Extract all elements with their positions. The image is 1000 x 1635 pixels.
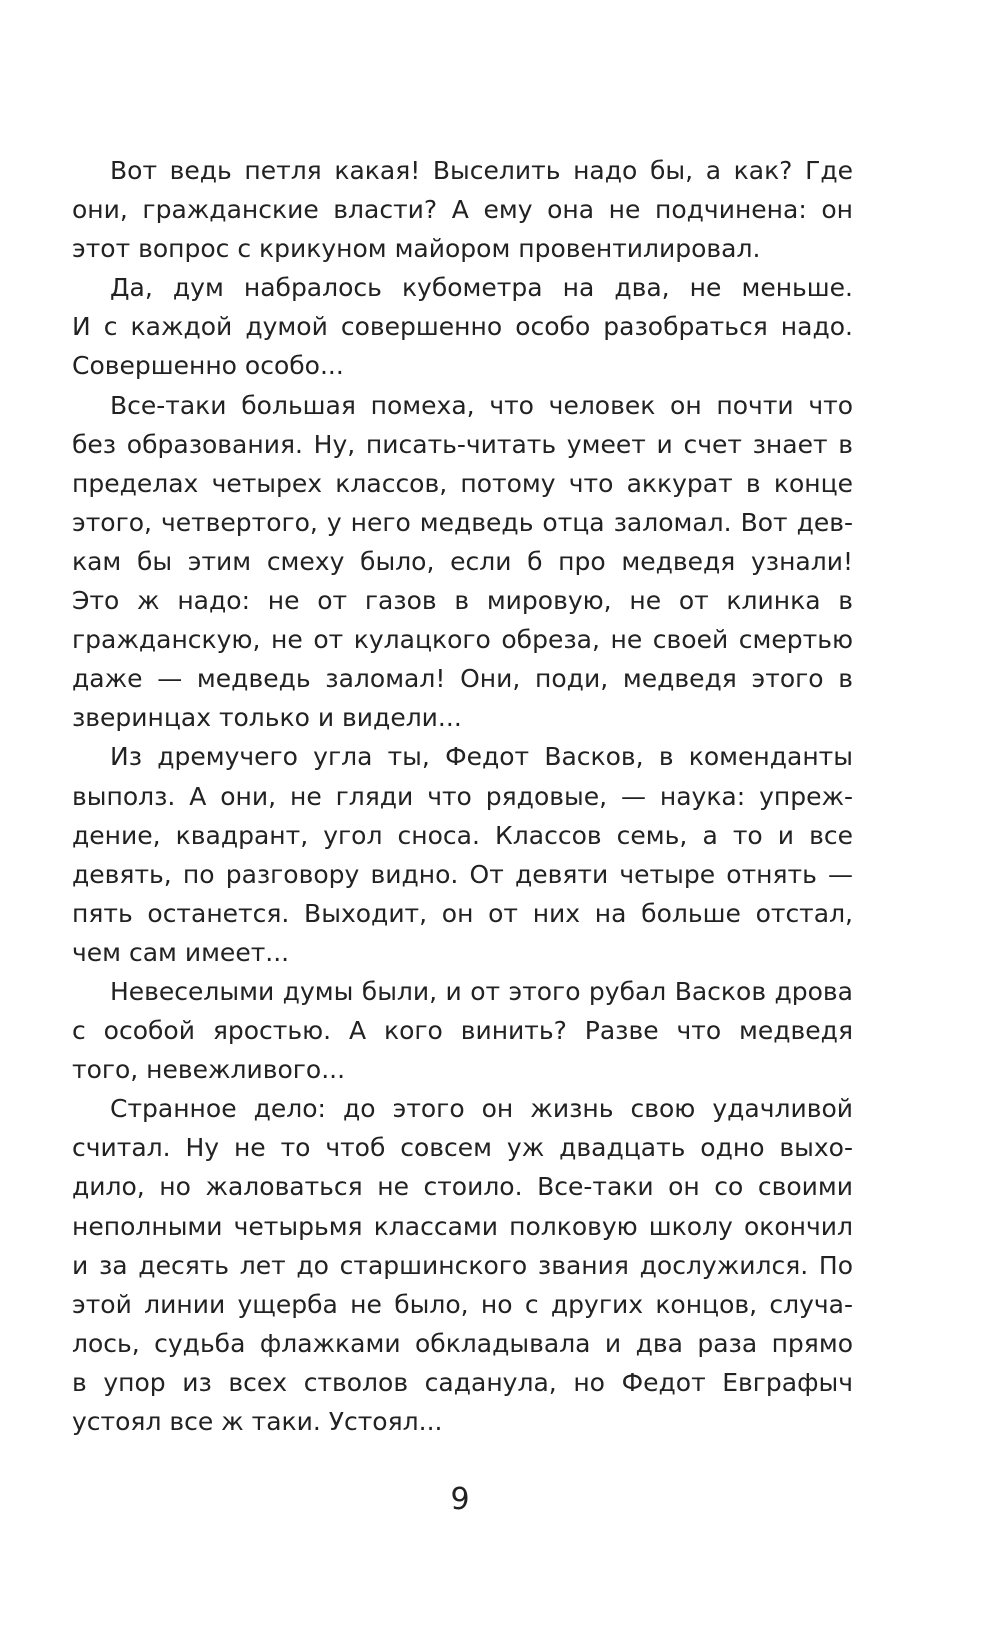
paragraph-1: [72, 151, 853, 268]
text-line: в упор из всех стволов саданула, но Федот Евграфыч: [72, 1367, 853, 1397]
text-line: Да, дум набралось кубометра на два, не меньше.: [110, 273, 853, 303]
text-line: того, невежливого...: [72, 1055, 346, 1085]
paragraph-6: [72, 1089, 853, 1441]
text-line: и за десять лет до старшинского звания дослужился. По: [72, 1250, 853, 1280]
text-line: неполными четырьмя классами полковую школу окончил: [72, 1211, 853, 1241]
text-line: Странное дело: до этого он жизнь свою удачливой: [110, 1094, 853, 1124]
text-line: Все-таки большая помеха, что человек он почти что: [110, 390, 853, 420]
text-line: дило, но жаловаться не стоило. Все-таки он со своими: [72, 1172, 853, 1202]
text-line: устоял все ж таки. Устоял...: [72, 1407, 443, 1436]
text-line: Это ж надо: не от газов в мировую, не от клинка в: [72, 586, 853, 616]
text-line: девять, по разговору видно. От девяти четыре отнять —: [72, 859, 853, 889]
text-line: пределах четырех классов, потому что аккурат в конце: [72, 468, 853, 498]
paragraph-4: [72, 737, 853, 972]
text-line: выполз. А они, не гляди что рядовые, — наука: упреж-: [72, 781, 853, 811]
page-number: 9: [450, 1482, 470, 1517]
text-line: с особой яростью. А кого винить? Разве что медведя: [72, 1016, 853, 1046]
text-line: они, гражданские власти? А ему она не подчинена: он: [72, 195, 853, 225]
paragraph-2: [72, 268, 853, 385]
text-line: зверинцах только и видели...: [72, 703, 462, 733]
text-line: Из дремучего угла ты, Федот Васков, в коменданты: [110, 742, 853, 772]
text-line: считал. Ну не то чтоб совсем уж двадцать одно выхо-: [72, 1133, 853, 1163]
text-line: И с каждой думой совершенно особо разобраться надо.: [72, 312, 853, 342]
text-line: этот вопрос с крикуном майором провентилировал.: [72, 234, 761, 264]
body-text: [72, 151, 853, 1441]
text-line: этой линии ущерба не было, но с других концов, случа-: [72, 1289, 853, 1319]
text-line: кам бы этим смеху было, если б про медведя узнали!: [72, 546, 853, 576]
text-line: без образования. Ну, писать-читать умеет и счет знает в: [72, 429, 853, 459]
paragraph-3: [72, 386, 853, 738]
text-line: Вот ведь петля какая! Выселить надо бы, а как? Где: [110, 156, 853, 185]
paragraph-5: [72, 972, 853, 1089]
text-line: дение, квадрант, угол сноса. Классов семь, а то и все: [72, 820, 853, 850]
text-line: гражданскую, не от кулацкого обреза, не своей смертью: [72, 625, 853, 655]
text-line: этого, четвертого, у него медведь отца заломал. Вот дев-: [72, 507, 853, 537]
text-line: чем сам имеет...: [72, 937, 290, 967]
text-line: пять останется. Выходит, он от них на больше отстал,: [72, 898, 853, 928]
text-line: Невеселыми думы были, и от этого рубал Васков дрова: [110, 976, 853, 1006]
text-line: лось, судьба флажками обкладывала и два раза прямо: [72, 1328, 853, 1358]
text-line: Совершенно особо...: [72, 351, 344, 381]
text-line: даже — медведь заломал! Они, поди, медведя этого в: [72, 664, 853, 694]
